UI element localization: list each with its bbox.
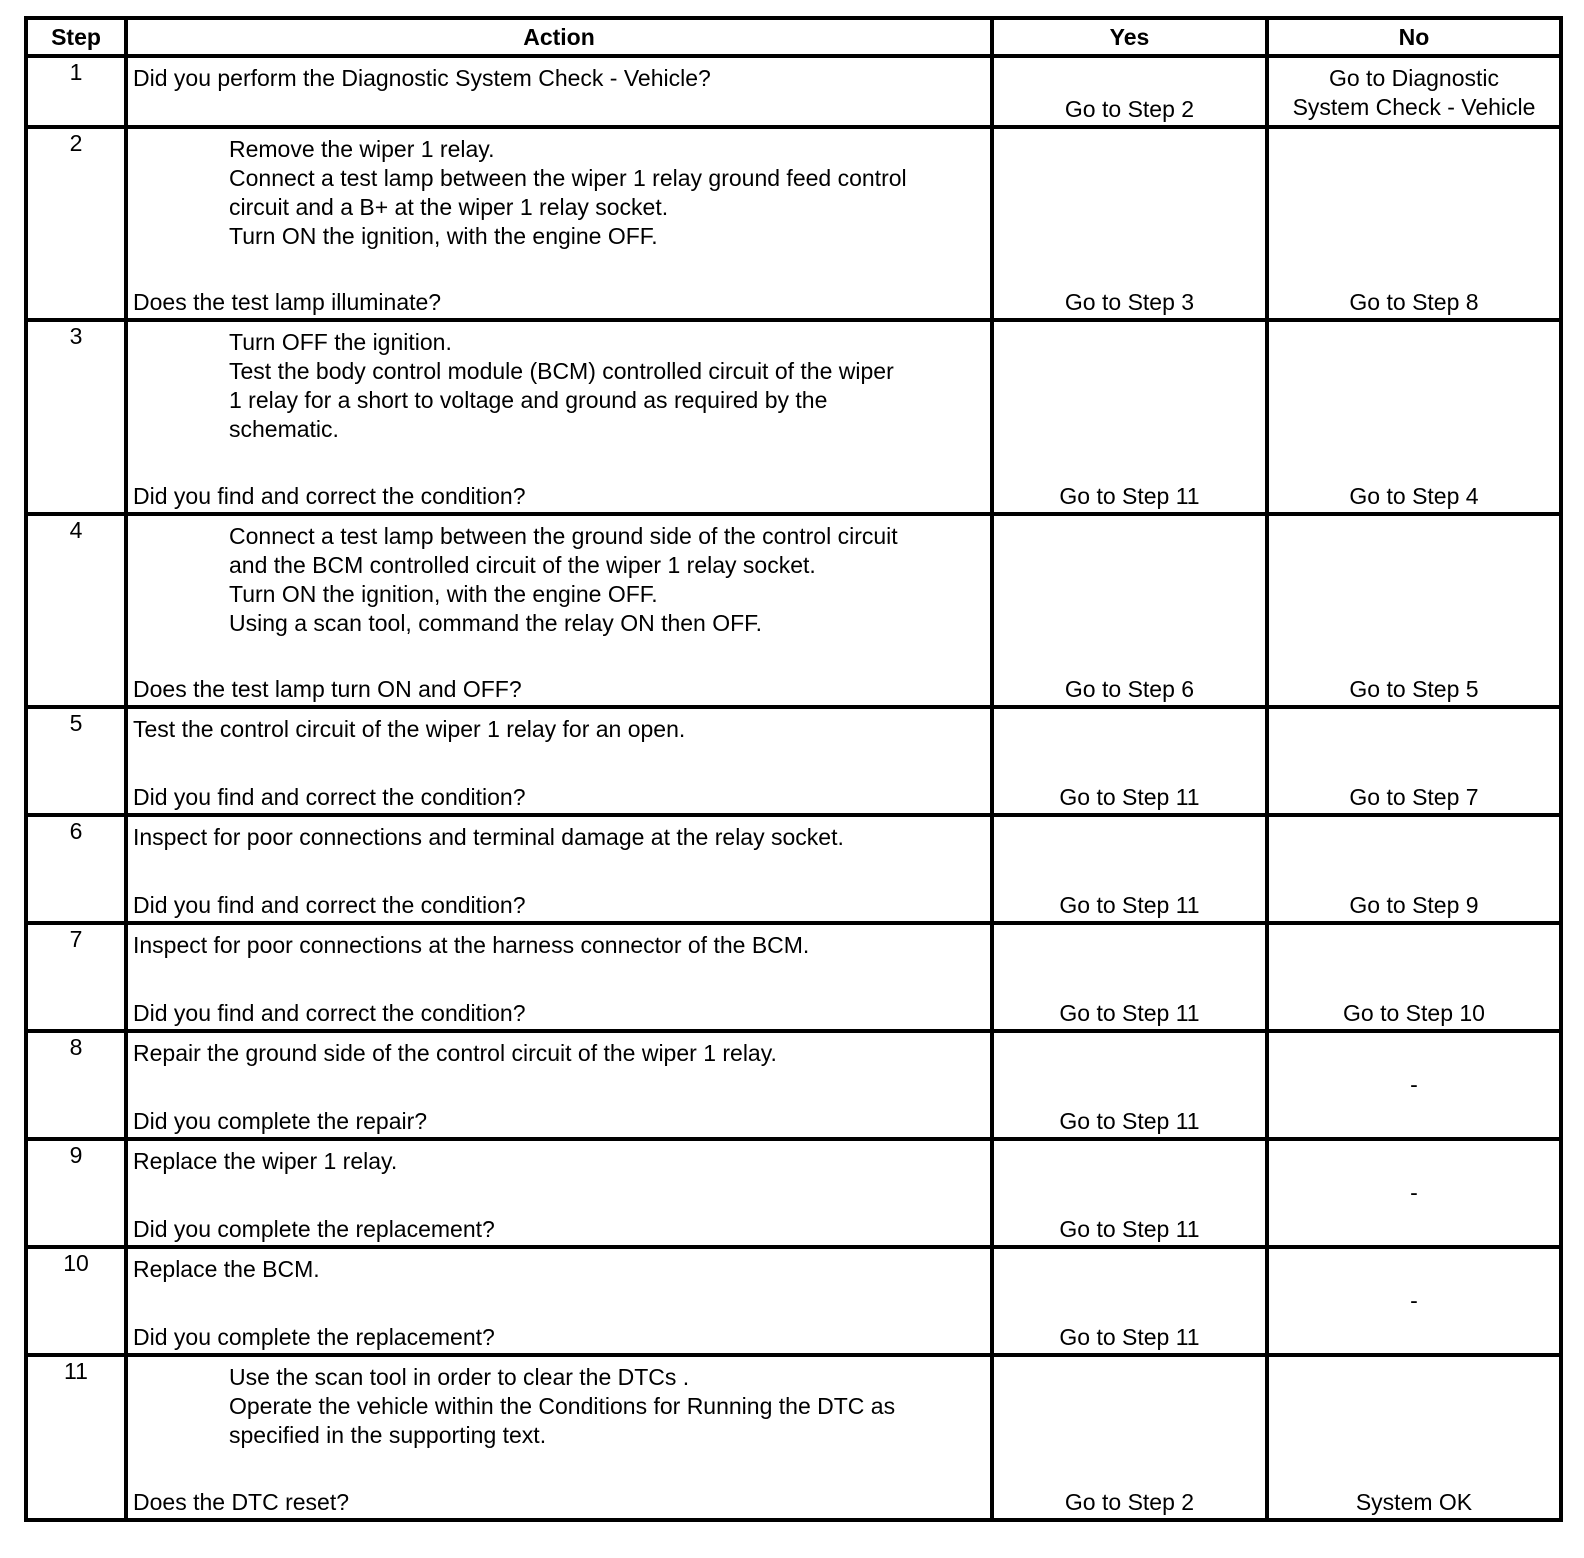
- action-instructions: [128, 516, 990, 638]
- no-outcome: Go to Step 9: [1349, 892, 1479, 918]
- no-outcome: Go to Step 5: [1349, 676, 1479, 702]
- action-cell: [126, 1355, 992, 1520]
- step-number: 7: [26, 923, 126, 1031]
- no-outcome: -: [1410, 1287, 1418, 1314]
- yes-outcome: Go to Step 11: [1059, 1000, 1200, 1026]
- step-number: 2: [26, 127, 126, 320]
- no-outcome: System OK: [1355, 1489, 1473, 1515]
- instruction-line: Connect a test lamp between the ground side of the control circuit: [229, 523, 898, 549]
- action-question: Does the test lamp illuminate?: [133, 289, 442, 315]
- yes-cell: [992, 1139, 1267, 1247]
- instruction-line: 1 relay for a short to voltage and ground as required by the: [229, 387, 828, 413]
- no-outcome: Go to Step 8: [1349, 289, 1479, 315]
- step-number: 1: [26, 56, 126, 127]
- table-row: [26, 127, 1561, 320]
- table-row: [26, 1031, 1561, 1139]
- no-cell: [1267, 923, 1561, 1031]
- action-instruction: Inspect for poor connections at the harness connector of the BCM.: [133, 932, 810, 958]
- instruction-line: Use the scan tool in order to clear the DTCs .: [229, 1364, 690, 1390]
- step-number: 8: [26, 1031, 126, 1139]
- yes-cell: [992, 1247, 1267, 1355]
- yes-cell: [992, 923, 1267, 1031]
- yes-cell: [992, 815, 1267, 923]
- no-cell: [1267, 707, 1561, 815]
- header-no: No: [1267, 18, 1561, 56]
- yes-outcome: Go to Step 11: [1059, 483, 1200, 509]
- yes-cell: [992, 1031, 1267, 1139]
- action-question: Did you complete the replacement?: [133, 1216, 495, 1242]
- instruction-line: Test the body control module (BCM) controlled circuit of the wiper: [229, 358, 894, 384]
- step-number: 10: [26, 1247, 126, 1355]
- action-cell: [126, 1247, 992, 1355]
- action-instructions: [128, 129, 990, 251]
- action-question: Did you find and correct the condition?: [133, 1000, 526, 1026]
- yes-cell: [992, 1355, 1267, 1520]
- action-question: Did you perform the Diagnostic System Check - Vehicle?: [133, 65, 711, 91]
- no-cell: [1267, 320, 1561, 514]
- action-cell: [126, 1031, 992, 1139]
- table-row: [26, 1355, 1561, 1520]
- instruction-line: Remove the wiper 1 relay.: [229, 136, 495, 162]
- action-question: Did you complete the replacement?: [133, 1324, 495, 1350]
- no-cell: [1267, 1247, 1561, 1355]
- table-row: [26, 1247, 1561, 1355]
- instruction-line: schematic.: [229, 416, 339, 442]
- header-yes: Yes: [992, 18, 1267, 56]
- action-cell: [126, 923, 992, 1031]
- no-outcome: -: [1410, 1071, 1418, 1098]
- action-instructions: [128, 322, 990, 444]
- yes-outcome: Go to Step 11: [1059, 784, 1200, 810]
- step-number: 3: [26, 320, 126, 514]
- action-question: Did you find and correct the condition?: [133, 784, 526, 810]
- table-row: [26, 707, 1561, 815]
- yes-cell: [992, 127, 1267, 320]
- action-instruction: Replace the BCM.: [133, 1256, 320, 1282]
- no-outcome: Go to Step 4: [1349, 483, 1479, 509]
- no-outcome-line: Go to Diagnostic: [1328, 65, 1500, 91]
- action-cell: [126, 1139, 992, 1247]
- yes-cell: [992, 707, 1267, 815]
- yes-outcome: Go to Step 6: [1064, 676, 1195, 702]
- step-number: 6: [26, 815, 126, 923]
- action-question: Does the test lamp turn ON and OFF?: [133, 676, 522, 702]
- step-number: 5: [26, 707, 126, 815]
- action-cell: [126, 127, 992, 320]
- action-cell: [126, 56, 992, 127]
- step-number: 11: [26, 1355, 126, 1520]
- yes-cell: [992, 56, 1267, 127]
- action-cell: [126, 320, 992, 514]
- instruction-line: Using a scan tool, command the relay ON then OFF.: [229, 610, 763, 636]
- action-cell: [126, 707, 992, 815]
- no-outcome-line: System Check - Vehicle: [1292, 94, 1536, 120]
- yes-cell: [992, 320, 1267, 514]
- instruction-line: Turn ON the ignition, with the engine OFF.: [229, 581, 658, 607]
- table-row: [26, 514, 1561, 707]
- no-cell: [1267, 56, 1561, 127]
- no-cell: [1267, 1031, 1561, 1139]
- action-instruction: Repair the ground side of the control circuit of the wiper 1 relay.: [133, 1040, 777, 1066]
- table-row: [26, 923, 1561, 1031]
- no-cell: [1267, 1355, 1561, 1520]
- instruction-line: Turn OFF the ignition.: [229, 329, 452, 355]
- action-cell: [126, 815, 992, 923]
- yes-outcome: Go to Step 2: [1064, 1489, 1195, 1515]
- step-number: 4: [26, 514, 126, 707]
- action-question: Does the DTC reset?: [133, 1489, 350, 1515]
- diagnostic-table: [24, 16, 1563, 1522]
- header-step: Step: [26, 18, 126, 56]
- action-instruction: Inspect for poor connections and terminal damage at the relay socket.: [133, 824, 844, 850]
- no-outcome: Go to Step 7: [1349, 784, 1479, 810]
- table-row: [26, 1139, 1561, 1247]
- table-row: [26, 56, 1561, 127]
- header-row: [26, 18, 1561, 56]
- yes-outcome: Go to Step 3: [1064, 289, 1195, 315]
- instruction-line: circuit and a B+ at the wiper 1 relay socket.: [229, 194, 669, 220]
- action-instruction: Replace the wiper 1 relay.: [133, 1148, 398, 1174]
- no-outcome: Go to Step 10: [1343, 1000, 1485, 1026]
- instruction-line: Operate the vehicle within the Conditions for Running the DTC as: [229, 1393, 896, 1419]
- yes-outcome: Go to Step 11: [1059, 892, 1200, 918]
- instruction-line: Connect a test lamp between the wiper 1 relay ground feed control: [229, 165, 907, 191]
- instruction-line: specified in the supporting text.: [229, 1422, 547, 1448]
- step-number: 9: [26, 1139, 126, 1247]
- no-cell: [1267, 815, 1561, 923]
- instruction-line: Turn ON the ignition, with the engine OFF.: [229, 223, 658, 249]
- no-cell: [1267, 1139, 1561, 1247]
- yes-outcome: Go to Step 11: [1059, 1216, 1200, 1242]
- action-question: Did you complete the repair?: [133, 1108, 428, 1134]
- action-question: Did you find and correct the condition?: [133, 483, 526, 509]
- action-question: Did you find and correct the condition?: [133, 892, 526, 918]
- no-cell: [1267, 127, 1561, 320]
- action-instruction: Test the control circuit of the wiper 1 relay for an open.: [133, 716, 686, 742]
- action-instructions: [128, 1357, 990, 1450]
- no-outcome: -: [1410, 1179, 1418, 1206]
- table-row: [26, 815, 1561, 923]
- header-action: Action: [126, 18, 992, 56]
- yes-outcome: Go to Step 2: [1064, 96, 1195, 122]
- yes-cell: [992, 514, 1267, 707]
- instruction-line: and the BCM controlled circuit of the wiper 1 relay socket.: [229, 552, 816, 578]
- yes-outcome: Go to Step 11: [1059, 1108, 1200, 1134]
- action-cell: [126, 514, 992, 707]
- yes-outcome: Go to Step 11: [1059, 1324, 1200, 1350]
- no-cell: [1267, 514, 1561, 707]
- table-row: [26, 320, 1561, 514]
